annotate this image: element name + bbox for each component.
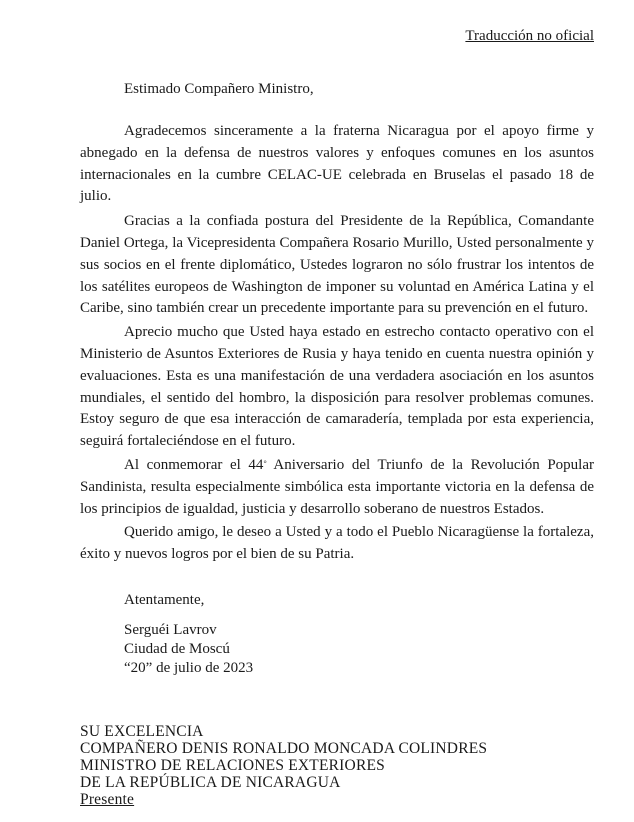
recipient-country: DE LA REPÚBLICA DE NICARAGUA [80,774,341,791]
salutation: Estimado Compañero Ministro, [124,81,314,97]
paragraph-gratitude: Agradecemos sinceramente a la fraterna Nicaragua por el apoyo firme y abnegado en la defensa de nuestros valores y enfoques comunes en los asuntos internacionales en la cumbre CELAC-UE celebrada en Bruselas el pasado 18 de julio. [80,123,594,205]
recipient-block [80,723,487,808]
signature-block [124,621,253,678]
recipient-name: COMPAÑERO DENIS RONALDO MONCADA COLINDRES [80,740,488,757]
unofficial-translation-note: Traducción no oficial [465,28,594,44]
paragraph-anniversary [80,455,594,520]
letter-body [80,121,594,568]
recipient-position: MINISTRO DE RELACIONES EXTERIORES [80,757,385,774]
anniversary-text-start: Al conmemorar el 44 [124,456,264,473]
paragraph-cooperation: Aprecio mucho que Usted haya estado en estrecho contacto operativo con el Ministerio de Asuntos Exteriores de Rusia y haya tenido en cuenta nuestra opinión y evaluaciones. Esta es una manifestación de una verdadera asociación en los asuntos mundiales, el sentido del hombro, la disposición para resolver problemas comunes. Estoy seguro de que esa interacción de camaradería, templada por esta experiencia, seguirá fortaleciéndose en el futuro. [80,324,594,450]
paragraph-wishes: Querido amigo, le deseo a Usted y a todo el Pueblo Nicaragüense la fortaleza, éxito y nuevos logros por el bien de su Patria. [80,524,594,563]
paragraph-posture: Gracias a la confiada postura del Presidente de la República, Comandante Daniel Ortega, la Vicepresidenta Compañera Rosario Murillo, Usted personalmente y sus socios en el frente diplomático, Ustedes lograron no sólo frustrar los intentos de los satélites europeos de Washington de imponer su voluntad en América Latina y el Caribe, sino también crear un precedente importante para su prevención en el futuro. [80,213,594,317]
signing-place: Ciudad de Moscú [124,641,230,657]
anniversary-text-end: Aniversario del Triunfo de la Revolución Popular Sandinista, resulta especialmente simbólica esta importante victoria en la defensa de los principios de igualdad, justicia y desarrollo soberano de nuestros Estados. [80,456,594,517]
signing-date: “20” de julio de 2023 [124,660,254,676]
closing: Atentamente, [124,592,205,608]
recipient-title: SU EXCELENCIA [80,723,204,740]
signer-name: Serguéi Lavrov [124,622,217,638]
presente-label: Presente [80,791,135,808]
ordinal-mark: ° [263,458,267,468]
